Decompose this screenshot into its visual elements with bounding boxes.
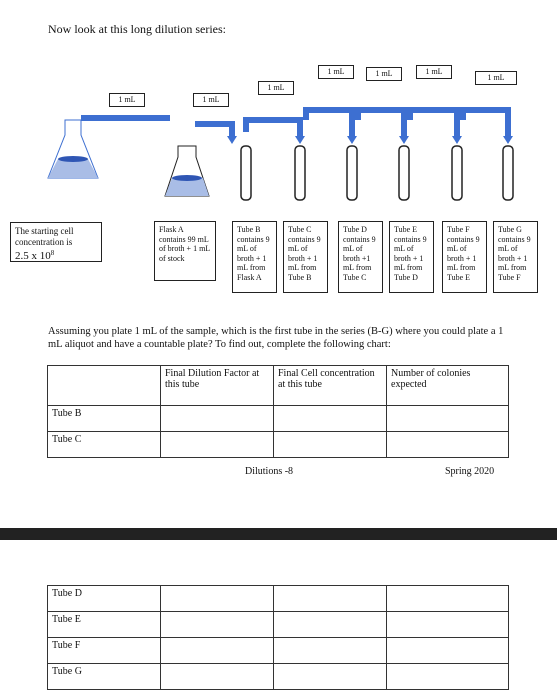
row-label-tube-d: Tube D (48, 586, 161, 612)
arrow-b-to-c (246, 120, 300, 136)
table-cell[interactable] (387, 638, 509, 664)
table-cell[interactable] (387, 406, 509, 432)
transfer-label: 1 mL (366, 67, 402, 81)
tube-g-description: Tube G contains 9 mL of broth + 1 mL from Tube F (493, 221, 538, 293)
table-cell[interactable] (274, 586, 387, 612)
arrow-flask-to-tube-b (195, 124, 232, 136)
arrow-d-to-e (358, 110, 404, 136)
footer-semester: Spring 2020 (445, 466, 495, 477)
table-cell[interactable] (387, 612, 509, 638)
row-label-tube-e: Tube E (48, 612, 161, 638)
row-label-tube-c: Tube C (48, 432, 161, 458)
arrow-f-to-g (463, 110, 508, 136)
dilution-chart-top (47, 365, 509, 458)
table-cell[interactable] (161, 664, 274, 690)
stock-flask (48, 120, 98, 178)
table-cell[interactable] (274, 432, 387, 458)
flask-a-description: Flask A contains 99 mL of broth + 1 mL of stock (154, 221, 216, 281)
tube-c-description: Tube C contains 9 mL of broth + 1 mL from Tube B (283, 221, 328, 293)
header-dilution-factor: Final Dilution Factor at this tube (161, 366, 274, 406)
table-cell[interactable] (274, 638, 387, 664)
row-label-tube-f: Tube F (48, 638, 161, 664)
header-cell-concentration: Final Cell concentration at this tube (274, 366, 387, 406)
row-label-tube-g: Tube G (48, 664, 161, 690)
tube-e-description: Tube E contains 9 mL of broth + 1 mL from Tube D (389, 221, 434, 293)
transfer-label: 1 mL (193, 93, 229, 107)
table-cell[interactable] (387, 664, 509, 690)
tube-d-description: Tube D contains 9 mL of broth +1 mL from Tube C (338, 221, 383, 293)
dilution-chart-bottom (47, 585, 509, 690)
table-cell[interactable] (274, 612, 387, 638)
table-cell[interactable] (161, 612, 274, 638)
transfer-label: 1 mL (416, 65, 452, 79)
tube-d (347, 146, 357, 200)
transfer-label: 1 mL (475, 71, 517, 85)
table-cell[interactable] (387, 432, 509, 458)
page-heading: Now look at this long dilution series: (48, 22, 226, 36)
page-divider (0, 528, 557, 540)
table-cell[interactable] (274, 664, 387, 690)
starting-concentration-box (10, 222, 102, 262)
arrow-e-to-f (410, 110, 457, 136)
table-cell[interactable] (161, 586, 274, 612)
starting-concentration-text: The starting cell concentration is (15, 226, 74, 247)
tube-b (241, 146, 251, 200)
tube-f-description: Tube F contains 9 mL of broth + 1 mL from Tube E (442, 221, 487, 293)
transfer-label: 1 mL (318, 65, 354, 79)
table-cell[interactable] (387, 586, 509, 612)
table-cell[interactable] (161, 406, 274, 432)
tube-c (295, 146, 305, 200)
row-label-tube-b: Tube B (48, 406, 161, 432)
tube-e (399, 146, 409, 200)
tube-g (503, 146, 513, 200)
transfer-label: 1 mL (258, 81, 294, 95)
question-text: Assuming you plate 1 mL of the sample, which is the first tube in the series (B-G) where you could plate a 1 mL aliquot and have a countable plate? To find out, complete the following chart: (48, 326, 504, 350)
table-cell[interactable] (161, 432, 274, 458)
starting-concentration-value: 2.5 x 10 (15, 250, 51, 262)
tube-b-description: Tube B contains 9 mL of broth + 1 mL from Flask A (232, 221, 277, 293)
table-cell[interactable] (274, 406, 387, 432)
tube-f (452, 146, 462, 200)
footer-dilutions: Dilutions -8 (245, 466, 294, 477)
flask-a (165, 146, 209, 196)
header-blank (48, 366, 161, 406)
arrow-c-to-d (306, 110, 352, 136)
header-colonies: Number of colonies expected (387, 366, 509, 406)
transfer-label: 1 mL (109, 93, 145, 107)
starting-concentration-exponent: 8 (50, 249, 55, 257)
table-cell[interactable] (161, 638, 274, 664)
